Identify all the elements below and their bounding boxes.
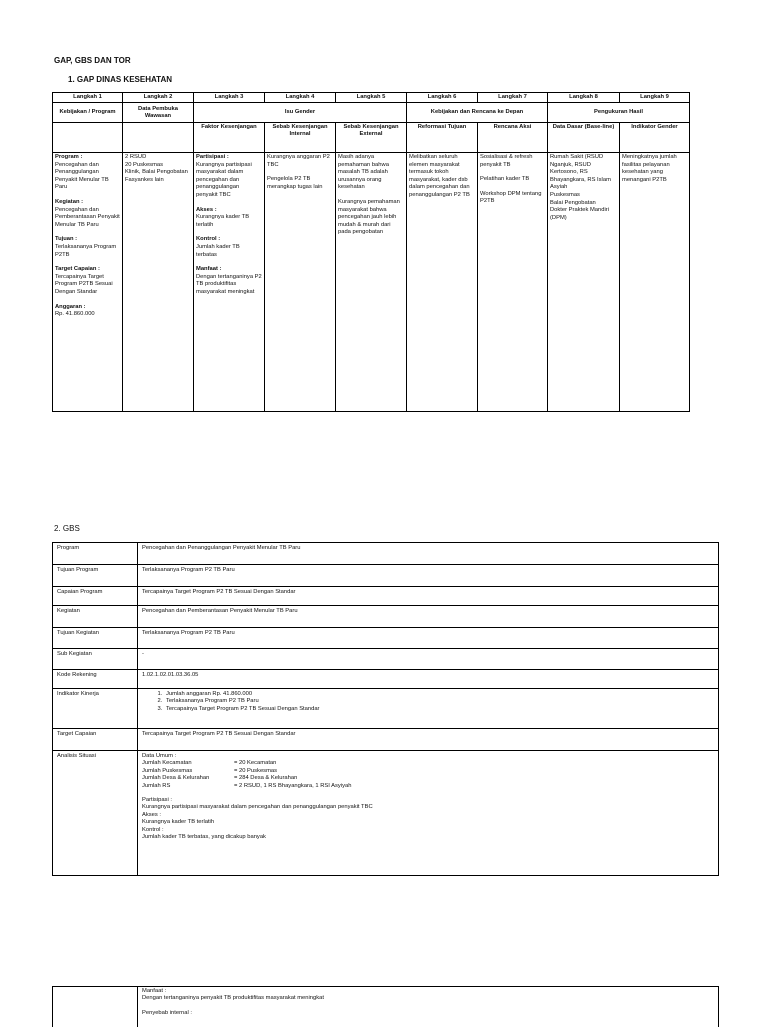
gbs-value: - xyxy=(138,649,719,670)
cell-sebab-external xyxy=(336,153,407,412)
step-header: Langkah 5 xyxy=(336,93,407,103)
section-heading-gap: 1. GAP DINAS KESEHATAN xyxy=(68,75,173,84)
tujuan-label: Tujuan : xyxy=(55,236,78,243)
tujuan-value: Terlaksananya Program P2TB xyxy=(55,243,117,258)
document-title: GAP, GBS DAN TOR xyxy=(54,56,131,65)
data-umum-value: = 284 Desa & Kelurahan xyxy=(234,775,298,782)
gbs-value: Tercapainya Target Program P2 TB Sesuai Dengan Standar xyxy=(138,729,719,751)
kontrol-value: Jumlah kader TB terbatas, yang dicakup banyak xyxy=(142,834,266,841)
data-item: 20 Puskesmas xyxy=(125,161,164,168)
data-umum-key: Jumlah Puskesmas xyxy=(142,767,193,774)
partisipasi-label: Partisipasi : xyxy=(142,797,172,804)
subheader-sebab-external: Sebab Kesenjangan External xyxy=(336,123,407,153)
data-item: Klinik, Balai Pengobatan xyxy=(125,169,188,176)
target-value: Tercapainya Target Program P2TB Sesuai Dengan Standar xyxy=(55,273,113,295)
partisipasi-value: Kurangnya partisipasi masyarakat dalam pencegahan dan penanggulangan penyakit TBC xyxy=(196,161,252,198)
gbs-table xyxy=(52,542,719,876)
gbs-label: Tujuan Program xyxy=(53,565,138,587)
step-header: Langkah 7 xyxy=(478,93,548,103)
anggaran-value: Rp. 41.860.000 xyxy=(55,311,95,318)
gbs-label: Analisis Situasi xyxy=(53,751,138,876)
gbs-label: Target Capaian xyxy=(53,729,138,751)
rencana-item: Sosialisasi & refresh penyakit TB xyxy=(480,154,533,168)
group-header-data-pembuka: Data Pembuka Wawasan xyxy=(123,103,194,123)
cell-rencana-aksi xyxy=(478,153,548,412)
continuation-cell xyxy=(138,987,719,1027)
step-header: Langkah 4 xyxy=(265,93,336,103)
kegiatan-value: Pencegahan dan Pemberantasan Penyakit Menular TB Paru xyxy=(55,206,120,228)
external-item: Kurangnya pemahaman masyarakat bahwa pencegahan jauh lebih mudah & murah dari pada pengobatan xyxy=(338,198,400,236)
indikator-value: Meningkatnya jumlah fasilitas pelayanan kesehatan yang menangani P2TB xyxy=(622,154,677,183)
step-header: Langkah 9 xyxy=(620,93,690,103)
group-header-isu-gender: Isu Gender xyxy=(194,103,407,123)
step-header: Langkah 8 xyxy=(548,93,620,103)
empty-cell xyxy=(53,123,123,153)
gbs-label: Tujuan Kegiatan xyxy=(53,628,138,649)
data-umum-row xyxy=(142,775,714,782)
partisipasi-label: Partisipasi : xyxy=(196,154,229,160)
rencana-item: Pelatihan kader TB xyxy=(480,176,530,183)
indikator-item: 3. Tercapainya Target Program P2 TB Sesuai Dengan Standar xyxy=(164,706,714,713)
group-header-kebijakan-rencana: Kebijakan dan Rencana ke Depan xyxy=(407,103,548,123)
baseline-dpm: Dokter Praktek Mandiri (DPM) xyxy=(550,207,609,221)
manfaat-value: Dengan tertanganinya penyakit TB produktifitas masyarakat meningkat xyxy=(142,995,324,1002)
gbs-label: Kode Rekening xyxy=(53,670,138,689)
subheader-rencana-aksi: Rencana Aksi xyxy=(478,123,548,153)
akses-label: Akses : xyxy=(142,811,162,818)
subheader-indikator-gender: Indikator Gender xyxy=(620,123,690,153)
reformasi-value: Melibatkan seluruh elemen masyarakat termasuk tokoh masyarakat, kader dsb dalam pencegahan dan penanggulangan P2 TB xyxy=(409,154,470,198)
subheader-reformasi: Reformasi Tujuan xyxy=(407,123,478,153)
partisipasi-value: Kurangnya partisipasi masyarakat dalam pencegahan dan penanggulangan penyakit TBC xyxy=(142,804,373,811)
gbs-value: Terlaksananya Program P2 TB Paru xyxy=(138,628,719,649)
data-umum-row xyxy=(142,760,714,767)
manfaat-label: Manfaat : xyxy=(142,988,167,994)
data-umum-value: = 20 Kecamatan xyxy=(234,760,277,767)
gbs-label: Indikator Kinerja xyxy=(53,689,138,729)
subheader-sebab-internal: Sebab Kesenjangan Internal xyxy=(265,123,336,153)
data-umum-value: = 2 RSUD, 1 RS Bhayangkara, 1 RSI Asyiyah xyxy=(234,782,352,789)
indikator-item: 2. Terlaksananya Program P2 TB Paru xyxy=(164,698,714,705)
gbs-label: Sub Kegiatan xyxy=(53,649,138,670)
subheader-faktor: Faktor Kesenjangan xyxy=(194,123,265,153)
manfaat-label: Manfaat : xyxy=(196,266,222,273)
group-header-pengukuran: Pengukuran Hasil xyxy=(548,103,690,123)
gbs-value: Terlaksananya Program P2 TB Paru xyxy=(138,565,719,587)
kontrol-label: Kontrol : xyxy=(142,826,164,833)
data-umum-key: Jumlah RS xyxy=(142,782,171,789)
internal-item: Kurangnya anggaran P2 TBC xyxy=(267,154,330,168)
data-umum-key: Jumlah Kecamatan xyxy=(142,760,192,767)
subheader-data-dasar: Data Dasar (Base-line) xyxy=(548,123,620,153)
indikator-list xyxy=(142,691,714,713)
akses-value: Kurangnya kader TB terlatih xyxy=(196,214,250,228)
kegiatan-label: Kegiatan : xyxy=(55,198,84,205)
gap-table xyxy=(52,92,690,412)
empty-cell xyxy=(123,123,194,153)
gbs-value: Tercapainya Target Program P2 TB Sesuai Dengan Standar xyxy=(138,587,719,606)
cell-data-pembuka xyxy=(123,153,194,412)
akses-value: Kurangnya kader TB terlatih xyxy=(142,819,215,826)
gbs-label: Capaian Program xyxy=(53,587,138,606)
program-label: Program : xyxy=(55,154,83,160)
gbs-label: Program xyxy=(53,543,138,565)
data-umum-label: Data Umum : xyxy=(142,753,177,759)
gbs-continuation-table xyxy=(52,986,719,1027)
target-label: Target Capaian : xyxy=(55,266,100,273)
cell-faktor xyxy=(194,153,265,412)
manfaat-value: Dengan tertanganinya P2 TB produktifitas masyarakat meningkat xyxy=(196,273,262,295)
gbs-analisis-cell xyxy=(138,751,719,876)
rencana-item: Workshop DPM tentang P2TB xyxy=(480,190,542,205)
cell-data-dasar xyxy=(548,153,620,412)
kontrol-label: Kontrol : xyxy=(196,236,221,243)
external-item: Masih adanya pemahaman bahwa masalah TB adalah urusannya orang kesehatan xyxy=(338,154,389,191)
internal-item: Pengelola P2 TB merangkap tugas lain xyxy=(267,176,323,190)
gbs-label: Kegiatan xyxy=(53,606,138,628)
data-umum-key: Jumlah Desa & Kelurahan xyxy=(142,775,210,782)
data-umum-row xyxy=(142,768,714,775)
gbs-value: 1.02.1.02.01.03.36.05 xyxy=(138,670,719,689)
gbs-value: Pencegahan dan Pemberantasan Penyakit Menular TB Paru xyxy=(138,606,719,628)
gbs-indikator-cell xyxy=(138,689,719,729)
section-heading-gbs: 2. GBS xyxy=(54,524,80,533)
data-item: 2 RSUD xyxy=(125,154,147,160)
step-header: Langkah 1 xyxy=(53,93,123,103)
program-value: Pencegahan dan Penanggulangan Penyakit Menular TB Paru xyxy=(55,161,109,191)
empty-cell xyxy=(53,987,138,1027)
step-header: Langkah 6 xyxy=(407,93,478,103)
kontrol-value: Jumlah kader TB terbatas xyxy=(196,243,240,258)
group-header-kebijakan: Kebijakan / Program xyxy=(53,103,123,123)
indikator-item: 1. Jumlah anggaran Rp. 41.860.000 xyxy=(164,691,714,698)
anggaran-label: Anggaran : xyxy=(55,303,86,310)
step-header: Langkah 2 xyxy=(123,93,194,103)
gbs-value: Pencegahan dan Penanggulangan Penyakit Menular TB Paru xyxy=(138,543,719,565)
baseline-puskesmas: Puskesmas xyxy=(550,191,580,198)
cell-reformasi xyxy=(407,153,478,412)
step-header: Langkah 3 xyxy=(194,93,265,103)
baseline-balai: Balai Pengobatan xyxy=(550,199,596,206)
data-umum-row xyxy=(142,783,714,790)
penyebab-internal-label: Penyebab internal : xyxy=(142,1009,192,1016)
cell-indikator-gender xyxy=(620,153,690,412)
cell-sebab-internal xyxy=(265,153,336,412)
baseline-rs: Rumah Sakit (RSUD Nganjuk, RSUD Kertosono, RS Bhayangkara, RS Islam Asyiah xyxy=(550,154,611,191)
akses-label: Akses : xyxy=(196,206,217,213)
data-item: Fasyankes lain xyxy=(125,176,164,183)
data-umum-value: = 20 Puskesmas xyxy=(234,767,278,774)
cell-kebijakan-program xyxy=(53,153,123,412)
